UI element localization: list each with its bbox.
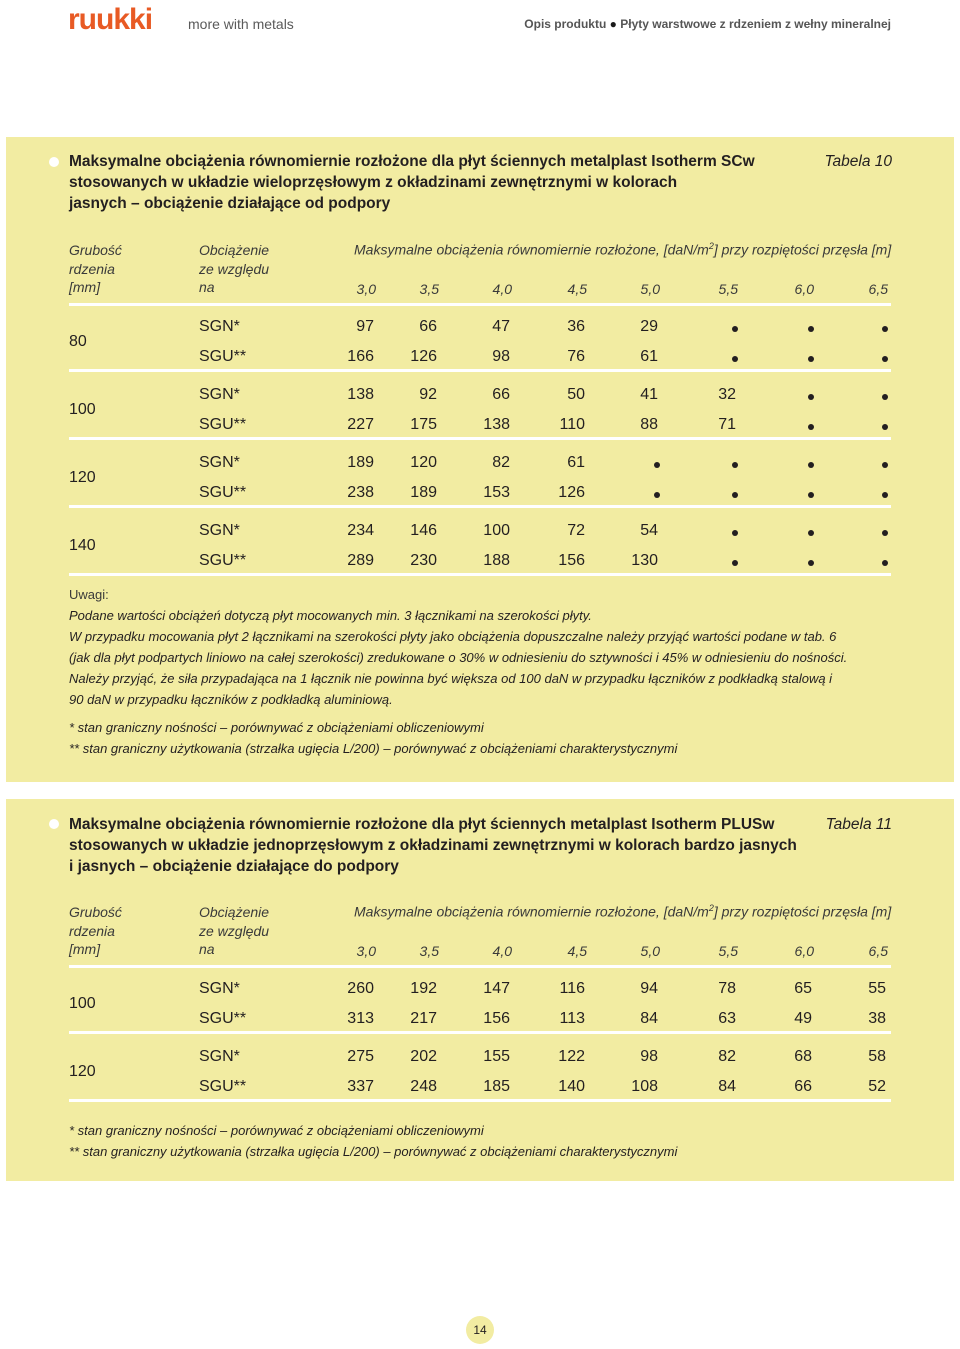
- table-cell: 50: [567, 386, 585, 403]
- table-cell: 185: [483, 1078, 510, 1095]
- empty-cell-dot-icon: [808, 462, 814, 468]
- divider: [69, 965, 891, 968]
- empty-cell-dot-icon: [732, 492, 738, 498]
- sgn-label: SGN*: [199, 1048, 240, 1065]
- note-2b: (jak dla płyt podpartych liniowo na całej szerokości) zredukowane o 30% w odniesieniu do sztywności i 45% w odniesieniu do nośności.: [69, 650, 848, 665]
- table-cell: 66: [419, 318, 437, 335]
- table-cell: 82: [718, 1048, 736, 1065]
- table11-panel: [6, 799, 954, 1181]
- divider: [69, 303, 891, 306]
- table-cell: 98: [492, 348, 510, 365]
- sgn-label: SGN*: [199, 454, 240, 471]
- table-cell: 130: [631, 552, 658, 569]
- table-cell: 100: [483, 522, 510, 539]
- table-cell: 36: [567, 318, 585, 335]
- span-header-6: 5,5: [718, 943, 738, 959]
- table-cell: 66: [794, 1078, 812, 1095]
- span-header-7: 6,0: [794, 281, 814, 297]
- table10-panel: [6, 137, 954, 782]
- col-thickness-l2: rdzenia: [69, 922, 115, 939]
- table-cell: 126: [410, 348, 437, 365]
- table-cell: 84: [640, 1010, 658, 1027]
- span-header-4: 4,5: [567, 943, 587, 959]
- table-cell: 156: [483, 1010, 510, 1027]
- table-cell: 38: [868, 1010, 886, 1027]
- table-cell: 155: [483, 1048, 510, 1065]
- col-main-pre: Maksymalne obciążenia równomiernie rozłożone, [daN/m: [354, 903, 709, 920]
- table-cell: 289: [347, 552, 374, 569]
- table11-title-line1: Maksymalne obciążenia równomiernie rozłożone dla płyt ściennych metalplast Isotherm PLUSw: [69, 816, 775, 833]
- empty-cell-dot-icon: [654, 462, 660, 468]
- table-cell: 188: [483, 552, 510, 569]
- table-cell: 189: [347, 454, 374, 471]
- span-header-4: 4,5: [567, 281, 587, 297]
- col-thickness-l1: Grubość: [69, 242, 122, 258]
- span-header-8: 6,5: [868, 281, 888, 297]
- sgn-label: SGN*: [199, 318, 240, 335]
- ruukki-logo: [68, 4, 180, 34]
- table-cell: 65: [794, 980, 812, 997]
- table-cell: 92: [419, 386, 437, 403]
- sgu-label: SGU**: [199, 348, 247, 365]
- table-cell: 166: [347, 348, 374, 365]
- col-thickness-l1: Grubość: [69, 904, 122, 920]
- col-thickness-header: [69, 903, 122, 959]
- svg-text:ruukki: ruukki: [68, 4, 153, 34]
- divider: [69, 369, 891, 372]
- span-header-1: 3,0: [356, 943, 376, 959]
- table10-title-line2: stosowanych w układzie wieloprzęsłowym z okładzinami zewnętrznymi w kolorach: [69, 174, 678, 191]
- span-header-2: 3,5: [419, 943, 439, 959]
- table-cell: 122: [558, 1048, 585, 1065]
- table-cell: 275: [347, 1048, 374, 1065]
- table-cell: 78: [718, 980, 736, 997]
- span-header-3: 4,0: [492, 943, 512, 959]
- table-cell: 54: [640, 522, 658, 539]
- page-header: [0, 0, 960, 48]
- sgn-label: SGN*: [199, 522, 240, 539]
- table-cell: 230: [410, 552, 437, 569]
- notes-heading: Uwagi:: [69, 587, 109, 602]
- table-cell: 97: [356, 318, 374, 335]
- table-cell: 68: [794, 1048, 812, 1065]
- row-thickness: 100: [69, 995, 96, 1012]
- table10-label: Tabela 10: [824, 153, 892, 170]
- col-thickness-l3: [mm]: [69, 941, 101, 957]
- col-main-header: [354, 241, 891, 258]
- empty-cell-dot-icon: [808, 560, 814, 566]
- empty-cell-dot-icon: [808, 326, 814, 332]
- empty-cell-dot-icon: [808, 424, 814, 430]
- col-main-sup: 2: [708, 903, 714, 913]
- breadcrumb-section: Opis produktu: [524, 17, 607, 31]
- table-cell: 147: [483, 980, 510, 997]
- divider: [69, 505, 891, 508]
- span-header-3: 4,0: [492, 281, 512, 297]
- table-cell: 63: [718, 1010, 736, 1027]
- col-thickness-l3: [mm]: [69, 279, 101, 295]
- empty-cell-dot-icon: [732, 560, 738, 566]
- divider: [69, 573, 891, 576]
- table-cell: 71: [718, 416, 736, 433]
- span-header-5: 5,0: [640, 943, 660, 959]
- span-header-5: 5,0: [640, 281, 660, 297]
- note-1: Podane wartości obciążeń dotyczą płyt mocowanych min. 3 łącznikami na szerokości płyty.: [69, 608, 592, 623]
- col-main-header: [354, 903, 891, 920]
- row-thickness: 140: [69, 537, 96, 554]
- table-cell: 110: [559, 416, 585, 433]
- col-load-l2: ze względu: [199, 922, 270, 939]
- empty-cell-dot-icon: [808, 356, 814, 362]
- table-cell: 156: [558, 552, 585, 569]
- table11-title-line2: stosowanych w układzie jednoprzęsłowym z okładzinami zewnętrznymi w kolorach bardzo jasnych: [69, 837, 797, 854]
- table-cell: 140: [558, 1078, 585, 1095]
- table-cell: 32: [718, 386, 736, 403]
- empty-cell-dot-icon: [808, 492, 814, 498]
- breadcrumb-separator-icon: ●: [609, 17, 617, 31]
- table-cell: 313: [347, 1010, 374, 1027]
- table11-title-line3: i jasnych – obciążenie działające do podpory: [69, 858, 399, 875]
- empty-cell-dot-icon: [882, 530, 888, 536]
- table-cell: 113: [559, 1010, 585, 1027]
- empty-cell-dot-icon: [732, 530, 738, 536]
- empty-cell-dot-icon: [882, 560, 888, 566]
- footnote-2: ** stan graniczny użytkowania (strzałka ugięcia L/200) – porównywać z obciążeniami charakterystycznymi: [69, 1144, 678, 1159]
- span-header-7: 6,0: [794, 943, 814, 959]
- table-cell: 84: [718, 1078, 736, 1095]
- table-cell: 202: [410, 1048, 437, 1065]
- divider: [69, 1031, 891, 1034]
- table-cell: 227: [347, 416, 374, 433]
- table-cell: 217: [410, 1010, 437, 1027]
- table10-title: [69, 151, 755, 214]
- sgn-label: SGN*: [199, 980, 240, 997]
- col-load-header: [199, 241, 269, 297]
- table-cell: 108: [631, 1078, 658, 1095]
- span-header-6: 5,5: [718, 281, 738, 297]
- table-cell: 55: [868, 980, 886, 997]
- span-header-2: 3,5: [419, 281, 439, 297]
- empty-cell-dot-icon: [808, 530, 814, 536]
- col-thickness-header: [69, 241, 122, 297]
- row-thickness: 120: [69, 469, 96, 486]
- table-cell: 248: [410, 1078, 437, 1095]
- divider: [69, 437, 891, 440]
- sgu-label: SGU**: [199, 484, 247, 501]
- table-cell: 49: [794, 1010, 812, 1027]
- col-thickness-l2: rdzenia: [69, 260, 115, 277]
- table-cell: 153: [483, 484, 510, 501]
- sgu-label: SGU**: [199, 552, 247, 569]
- row-thickness: 100: [69, 401, 96, 418]
- breadcrumb: [524, 17, 891, 31]
- empty-cell-dot-icon: [882, 492, 888, 498]
- table-cell: 120: [410, 454, 437, 471]
- note-3a: Należy przyjąć, że siła przypadająca na 1 łącznik nie powinna być większa od 100 daN w przypadku łączników z podkładką stalową i: [69, 671, 833, 686]
- sgu-label: SGU**: [199, 1078, 247, 1095]
- breadcrumb-subsection: Płyty warstwowe z rdzeniem z wełny mineralnej: [620, 17, 891, 31]
- footnote-1: * stan graniczny nośności – porównywać z obciążeniami obliczeniowymi: [69, 720, 484, 735]
- col-load-l2: ze względu: [199, 260, 270, 277]
- footnote-2: ** stan graniczny użytkowania (strzałka ugięcia L/200) – porównywać z obciążeniami charakterystycznymi: [69, 741, 678, 756]
- empty-cell-dot-icon: [882, 394, 888, 400]
- table-cell: 29: [640, 318, 658, 335]
- sgu-label: SGU**: [199, 1010, 247, 1027]
- col-main-post: ] przy rozpiętości przęsła [m]: [713, 903, 892, 920]
- row-thickness: 80: [69, 333, 87, 350]
- table-cell: 138: [347, 386, 374, 403]
- table-cell: 61: [567, 454, 585, 471]
- table11-label: Tabela 11: [825, 816, 892, 833]
- note-3b: 90 daN w przypadku łączników z podkładką aluminiową.: [69, 692, 393, 707]
- table-cell: 126: [558, 484, 585, 501]
- table-cell: 58: [868, 1048, 886, 1065]
- table-cell: 52: [868, 1078, 886, 1095]
- table-cell: 238: [347, 484, 374, 501]
- empty-cell-dot-icon: [732, 356, 738, 362]
- table-cell: 98: [640, 1048, 658, 1065]
- table-cell: 94: [640, 980, 658, 997]
- table10-title-line1: Maksymalne obciążenia równomiernie rozłożone dla płyt ściennych metalplast Isotherm SCw: [69, 153, 755, 170]
- empty-cell-dot-icon: [654, 492, 660, 498]
- table-cell: 260: [347, 980, 374, 997]
- sgn-label: SGN*: [199, 386, 240, 403]
- span-header-1: 3,0: [356, 281, 376, 297]
- empty-cell-dot-icon: [882, 462, 888, 468]
- table-cell: 192: [410, 980, 437, 997]
- bullet-icon: [49, 157, 59, 167]
- table-cell: 175: [410, 416, 437, 433]
- table-cell: 66: [492, 386, 510, 403]
- table-cell: 76: [567, 348, 585, 365]
- table-cell: 337: [347, 1078, 374, 1095]
- bullet-icon: [49, 819, 59, 829]
- brand-tagline: more with metals: [188, 16, 294, 32]
- col-load-l3: na: [199, 941, 215, 957]
- footnote-1: * stan graniczny nośności – porównywać z obciążeniami obliczeniowymi: [69, 1123, 484, 1138]
- table-cell: 61: [640, 348, 658, 365]
- note-2a: W przypadku mocowania płyt 2 łącznikami na szerokości płyty jako obciążenia dopuszczalne należy przyjąć wartości podane w tab. 6: [69, 629, 837, 644]
- empty-cell-dot-icon: [732, 462, 738, 468]
- col-load-header: [199, 903, 269, 959]
- table-cell: 116: [559, 980, 585, 997]
- table-cell: 234: [347, 522, 374, 539]
- table-cell: 88: [640, 416, 658, 433]
- empty-cell-dot-icon: [882, 326, 888, 332]
- col-load-l1: Obciążenie: [199, 242, 270, 258]
- table-cell: 138: [483, 416, 510, 433]
- table-cell: 72: [567, 522, 585, 539]
- col-load-l1: Obciążenie: [199, 904, 270, 920]
- row-thickness: 120: [69, 1063, 96, 1080]
- col-main-sup: 2: [708, 241, 714, 251]
- table-cell: 41: [640, 386, 658, 403]
- table-cell: 146: [410, 522, 437, 539]
- col-main-post: ] przy rozpiętości przęsła [m]: [713, 241, 892, 258]
- table10-title-line3: jasnych – obciążenie działające od podpory: [69, 195, 391, 212]
- table-cell: 189: [410, 484, 437, 501]
- table-cell: 47: [492, 318, 510, 335]
- table-cell: 82: [492, 454, 510, 471]
- empty-cell-dot-icon: [882, 424, 888, 430]
- divider: [69, 1099, 891, 1102]
- sgu-label: SGU**: [199, 416, 247, 433]
- table11-title: [69, 814, 797, 877]
- empty-cell-dot-icon: [732, 326, 738, 332]
- span-header-8: 6,5: [868, 943, 888, 959]
- empty-cell-dot-icon: [808, 394, 814, 400]
- empty-cell-dot-icon: [882, 356, 888, 362]
- col-load-l3: na: [199, 279, 215, 295]
- page-number: 14: [466, 1316, 494, 1344]
- col-main-pre: Maksymalne obciążenia równomiernie rozłożone, [daN/m: [354, 241, 709, 258]
